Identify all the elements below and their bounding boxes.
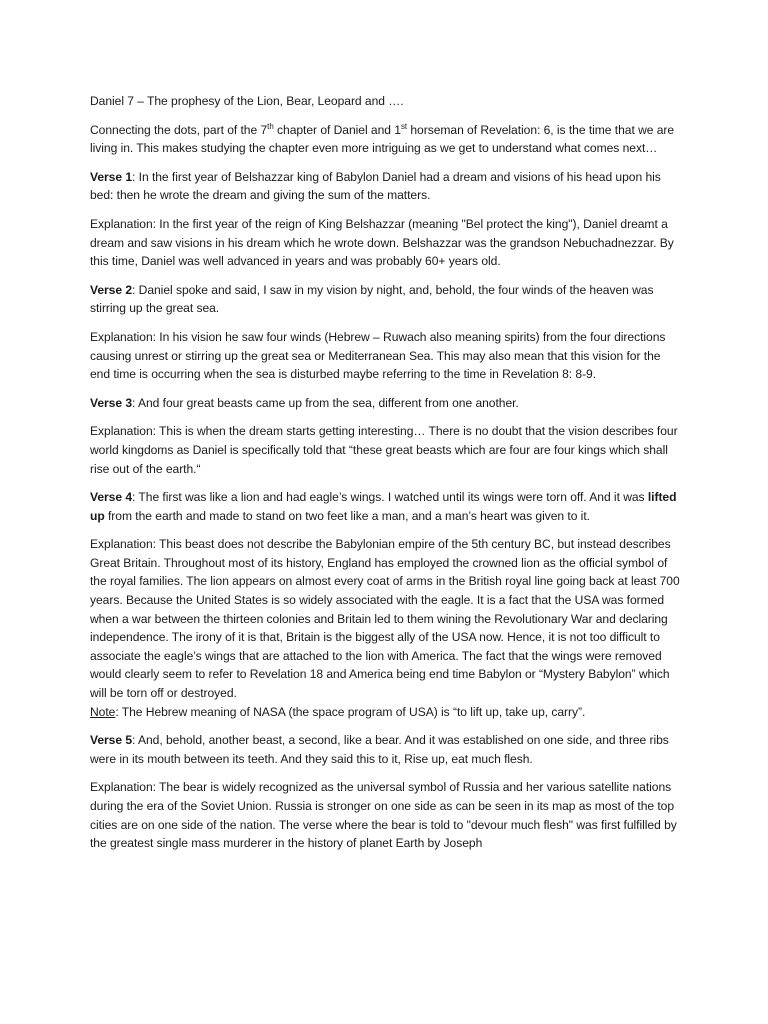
intro-superscript-th: th bbox=[267, 121, 274, 131]
verse-1-label: Verse 1 bbox=[90, 169, 133, 184]
explanation-3-paragraph: Explanation: This is when the dream starts getting interesting… There is no doubt that the vision describes four world kingdoms as Daniel is specifically told that “these great beasts which are four are four kings which shall rise out of the earth.“ bbox=[90, 424, 678, 476]
verse-4-paragraph bbox=[90, 488, 680, 525]
intro-text-part3: horseman of Revelation: 6, is the time that we are living in. This makes studying the chapter even more intriguing as we get to understand what comes next… bbox=[90, 122, 675, 156]
explanation-1-paragraph: Explanation: In the first year of the reign of King Belshazzar (meaning "Bel protect the king"), Daniel dreamt a dream and saw visions in his dream which he wrote down. Belshazzar was the grandson Nebuchadnezzar. By this time, Daniel was well advanced in years and was probably 60+ years old. bbox=[90, 216, 674, 269]
intro-paragraph bbox=[90, 121, 680, 158]
verse-2-text: : Daniel spoke and said, I saw in my vision by night, and, behold, the four winds of the heaven was stirring up the great sea. bbox=[90, 282, 654, 316]
verse-1-paragraph bbox=[90, 168, 680, 205]
verse-4-bold-phrase: lifted up bbox=[90, 490, 677, 523]
verse-5-label: Verse 5 bbox=[90, 733, 133, 748]
explanation-2-paragraph: Explanation: In his vision he saw four winds (Hebrew – Ruwach also meaning spirits) from the four directions causing unrest or stirring up the great sea or Mediterranean Sea. This may also mean that this vision for the end time is occurring when the sea is disturbed maybe referring to the time in Revelation 8: 8-9. bbox=[90, 329, 666, 382]
explanation-4-paragraph: Explanation: This beast does not describe the Babylonian empire of the 5th century BC, but instead describes Great Britain. Throughout most of its history, England has employed the crowned lion as the official symbol of the royal families. The lion appears on almost every coat of arms in the British royal line going back at least 700 years. Because the United States is so widely associated with the eagle. It is a fact that the USA was formed when a war between the thirteen colonies and Britain led to them wining the Revolutionary War and declaring independence. The irony of it is that, Britain is the biggest ally of the USA now. Hence, it is not too difficult to associate the eagle’s wings that are attached to the lion with America. The fact that the wings were removed would clearly seem to refer to Revelation 18 and America being end time Babylon or “Mystery Babylon” which will be torn off or destroyed. bbox=[90, 537, 680, 701]
note-paragraph bbox=[90, 703, 680, 722]
verse-2-paragraph bbox=[90, 281, 680, 318]
verse-4-text-part1: : The first was like a lion and had eagle’s wings. I watched until its wings were torn off. And it was bbox=[132, 490, 648, 505]
verse-5-paragraph bbox=[90, 731, 680, 768]
verse-3-text: : And four great beasts came up from the sea, different from one another. bbox=[132, 395, 519, 410]
explanation-5-paragraph: Explanation: The bear is widely recognized as the universal symbol of Russia and her various satellite nations during the era of the Soviet Union. Russia is stronger on one side as can be seen in its map as most of the top cities are on one side of the nation. The verse where the bear is told to "devour much flesh" was first fulfilled by the greatest single mass murderer in the history of planet Earth by Joseph bbox=[90, 780, 677, 851]
intro-text-part1: Connecting the dots, part of the 7 bbox=[90, 122, 268, 137]
verse-5-text: : And, behold, another beast, a second, like a bear. And it was established on one side, and three ribs were in its mouth between its teeth. And they said this to it, Rise up, eat much flesh. bbox=[90, 733, 669, 766]
document-body bbox=[90, 92, 680, 863]
document-title: Daniel 7 – The prophesy of the Lion, Bear, Leopard and …. bbox=[90, 94, 404, 108]
verse-4-text-part2: from the earth and made to stand on two feet like a man, and a man’s heart was given to it. bbox=[104, 508, 590, 523]
verse-1-text: : In the first year of Belshazzar king of Babylon Daniel had a dream and visions of his head upon his bed: then he wrote the dream and giving the sum of the matters. bbox=[90, 169, 661, 203]
verse-3-paragraph bbox=[90, 394, 680, 413]
intro-superscript-st: st bbox=[400, 121, 408, 131]
note-label: Note bbox=[90, 704, 116, 719]
intro-text-part2: chapter of Daniel and 1 bbox=[273, 122, 401, 137]
note-text: : The Hebrew meaning of NASA (the space program of USA) is “to lift up, take up, carry”. bbox=[115, 704, 586, 719]
verse-2-label: Verse 2 bbox=[90, 282, 133, 297]
verse-3-label: Verse 3 bbox=[90, 395, 133, 410]
verse-4-label: Verse 4 bbox=[90, 490, 133, 505]
